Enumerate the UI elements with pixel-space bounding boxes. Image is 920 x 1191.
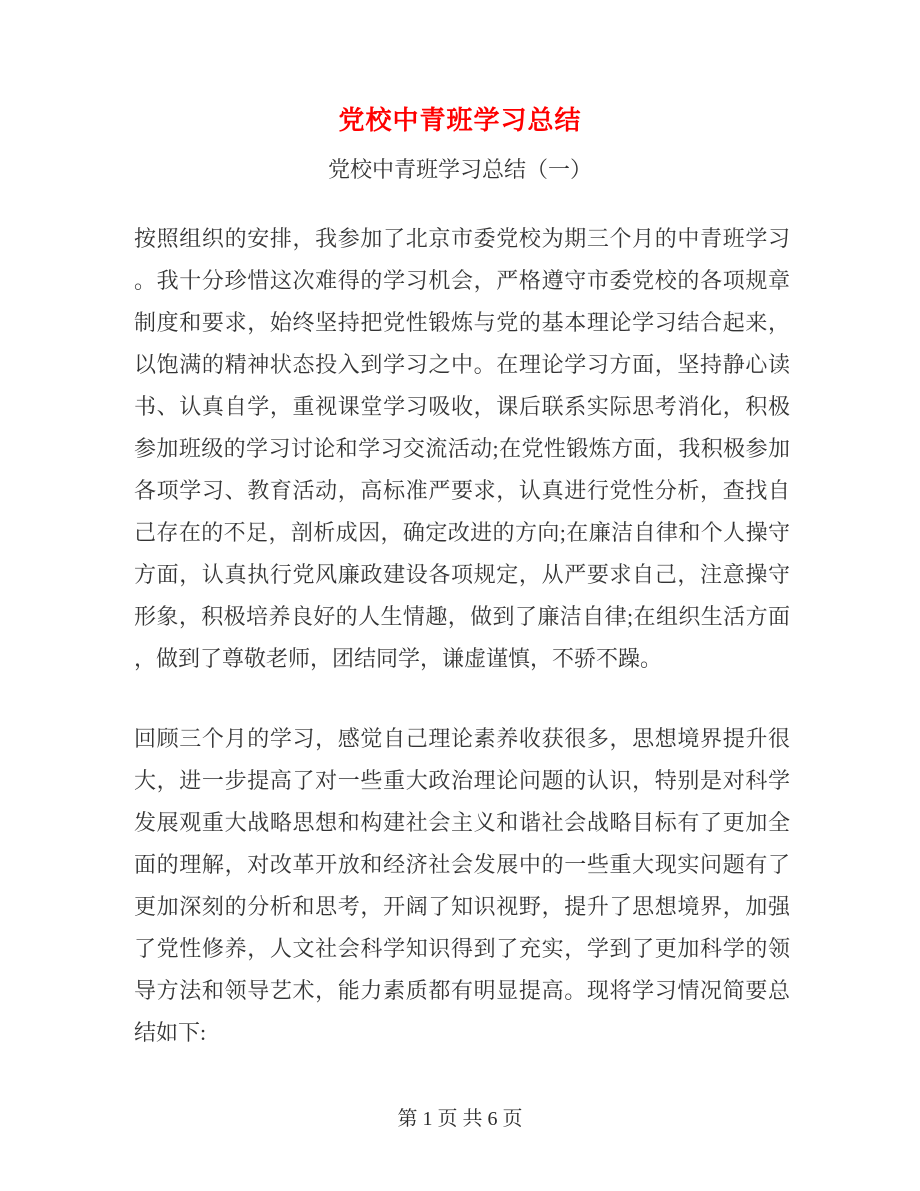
page-footer	[0, 1106, 920, 1132]
document-subtitle: 党校中青班学习总结（一）	[327, 157, 592, 182]
paragraph-2: 回顾三个月的学习，感觉自己理论素养收获很多，思想境界提升很大，进一步提高了对一些重大政治理论问题的认识，特别是对科学发展观重大战略思想和构建社会主义和谐社会战略目标有了更加全面的理解，对改革开放和经济社会发展中的一些重大现实问题有了更加深刻的分析和思考，开阔了知识视野，提升了思想境界，加强了党性修养，人文社会科学知识得到了充实，学到了更加科学的领导方法和领导艺术，能力素质都有明显提高。现将学习情况简要总结如下:	[134, 726, 790, 1045]
paragraph-1: 按照组织的安排，我参加了北京市委党校为期三个月的中青班学习。我十分珍惜这次难得的学习机会，严格遵守市委党校的各项规章制度和要求，始终坚持把党性锻炼与党的基本理论学习结合起来，以饱满的精神状态投入到学习之中。在理论学习方面，坚持静心读书、认真自学，重视课堂学习吸收，课后联系实际思考消化，积极参加班级的学习讨论和学习交流活动;在党性锻炼方面，我积极参加各项学习、教育活动，高标准严要求，认真进行党性分析，查找自己存在的不足，剖析成因，确定改进的方向;在廉洁自律和个人操守方面，认真执行党风廉政建设各项规定，从严要求自己，注意操守形象，积极培养良好的人生情趣，做到了廉洁自律;在组织生活方面，做到了尊敬老师，团结同学，谦虚谨慎，不骄不躁。	[134, 226, 790, 671]
document-title: 党校中青班学习总结	[338, 106, 582, 135]
document-body	[134, 218, 790, 1054]
page-number-indicator: 第 1 页 共 6 页	[397, 1108, 523, 1130]
